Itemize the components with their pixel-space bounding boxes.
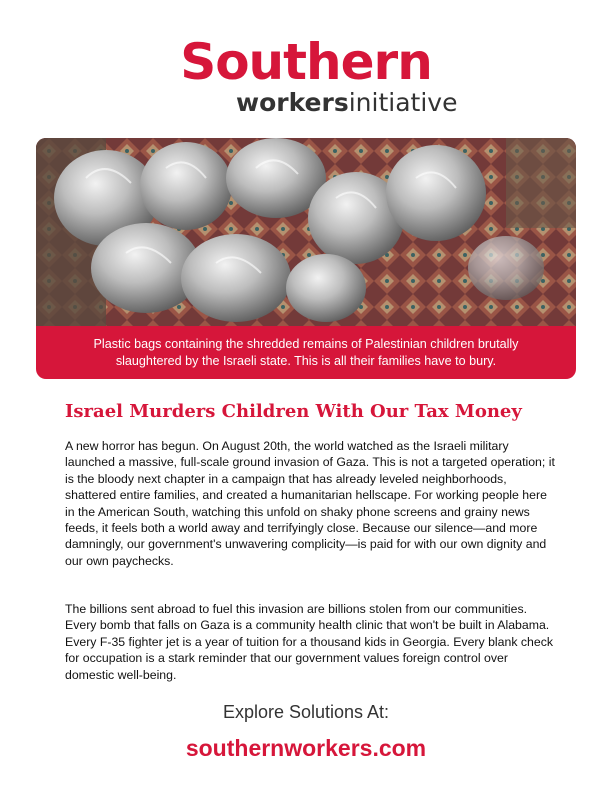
website-link[interactable]: southernworkers.com bbox=[185, 735, 427, 761]
article-paragraph-1: A new horror has begun. On August 20th, the world watched as the Israeli military launched a massive, full-scale ground invasion of Gaza. This is not a targeted operation; it is the bloody next chapter in a campaign that has already leveled neighborhoods, shattered entire families, and created a humanitarian hellscape. For working people here in the American South, watching this unfold on shaky phone screens and grainy news feeds, it feels both a world away and terrifyingly close. Because our silence—and more damningly, our government's unwavering complicity—is paid for with our own dignity and our own paychecks. bbox=[65, 439, 555, 568]
logo-wordmark bbox=[0, 34, 612, 90]
logo-sub-light: initiative bbox=[348, 88, 458, 117]
logo-main-text: Southern bbox=[180, 33, 432, 91]
hero-card bbox=[36, 138, 576, 379]
cta-text: Explore Solutions At: bbox=[222, 702, 390, 722]
hero-caption: Plastic bags containing the shredded remains of Palestinian children brutally slaughtered by the Israeli state. This is all their families have to bury. bbox=[93, 337, 519, 368]
article-title: Israel Murders Children With Our Tax Money bbox=[65, 401, 522, 422]
hero-photo bbox=[36, 138, 576, 326]
article-paragraph-2: The billions sent abroad to fuel this invasion are billions stolen from our communities. Every bomb that falls on Gaza is a community health clinic that won't be built in Alabama. Every F-35 fighter jet is a year of tuition for a thousand kids in Georgia. Every blank check for occupation is a stark reminder that our government values foreign control over domestic well-being. bbox=[65, 602, 554, 682]
logo-subtitle bbox=[236, 88, 457, 118]
logo-sub-bold: workers bbox=[236, 88, 349, 117]
